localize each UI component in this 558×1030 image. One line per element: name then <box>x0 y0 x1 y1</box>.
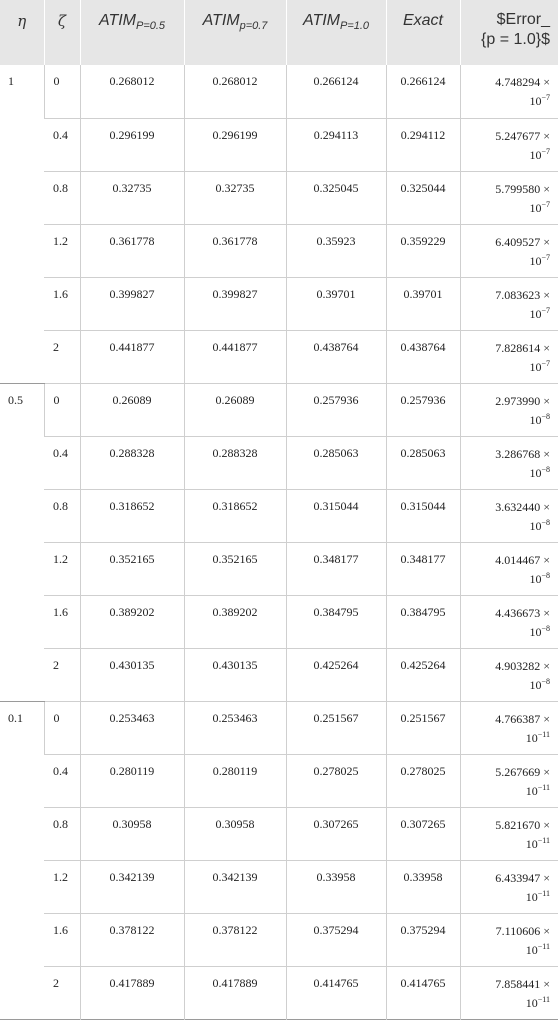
atim-05-cell: 0.296199 <box>80 118 184 171</box>
atim-05-cell: 0.441877 <box>80 330 184 383</box>
header-exact: Exact <box>386 0 460 65</box>
error-mantissa: 4.014467 × <box>495 552 550 567</box>
error-base: 10 <box>529 306 542 321</box>
zeta-cell: 2 <box>44 330 80 383</box>
error-exponent: −8 <box>541 676 550 686</box>
exact-cell: 0.348177 <box>386 542 460 595</box>
exact-cell: 0.425264 <box>386 648 460 701</box>
error-cell <box>460 913 558 966</box>
table-row <box>0 595 558 648</box>
error-mantissa: 4.436673 × <box>495 605 550 620</box>
atim-05-cell: 0.280119 <box>80 754 184 807</box>
error-cell <box>460 171 558 224</box>
atim-10-cell: 0.294113 <box>286 118 386 171</box>
exact-cell: 0.307265 <box>386 807 460 860</box>
atim-10-cell: 0.278025 <box>286 754 386 807</box>
atim-10-cell: 0.33958 <box>286 860 386 913</box>
error-cell <box>460 542 558 595</box>
atim-07-cell: 0.318652 <box>184 489 286 542</box>
error-cell <box>460 436 558 489</box>
error-exponent: −8 <box>541 464 550 474</box>
exact-cell: 0.39701 <box>386 277 460 330</box>
error-exponent: −11 <box>537 729 550 739</box>
error-cell <box>460 383 558 436</box>
error-base: 10 <box>525 995 538 1010</box>
table-row <box>0 330 558 383</box>
atim-05-cell: 0.342139 <box>80 860 184 913</box>
atim-05-cell: 0.288328 <box>80 436 184 489</box>
error-base: 10 <box>525 783 538 798</box>
zeta-cell: 0.4 <box>44 436 80 489</box>
atim-05-cell: 0.417889 <box>80 966 184 1019</box>
atim-10-cell: 0.384795 <box>286 595 386 648</box>
error-exponent: −11 <box>537 782 550 792</box>
error-base: 10 <box>529 518 542 533</box>
error-mantissa: 5.247677 × <box>495 128 550 143</box>
atim-10-cell: 0.251567 <box>286 701 386 754</box>
atim-07-cell: 0.417889 <box>184 966 286 1019</box>
atim-05-cell: 0.389202 <box>80 595 184 648</box>
zeta-cell: 1.6 <box>44 595 80 648</box>
atim-05-cell: 0.430135 <box>80 648 184 701</box>
error-exponent: −7 <box>541 199 550 209</box>
zeta-cell: 1.2 <box>44 860 80 913</box>
atim-07-cell: 0.296199 <box>184 118 286 171</box>
error-cell <box>460 807 558 860</box>
error-mantissa: 5.821670 × <box>495 817 550 832</box>
error-exponent: −7 <box>541 146 550 156</box>
error-mantissa: 7.828614 × <box>495 340 550 355</box>
zeta-cell: 0.4 <box>44 754 80 807</box>
table-row <box>0 489 558 542</box>
error-exponent: −8 <box>541 517 550 527</box>
table-row <box>0 277 558 330</box>
zeta-cell: 1.2 <box>44 542 80 595</box>
exact-cell: 0.266124 <box>386 65 460 118</box>
atim-07-cell: 0.280119 <box>184 754 286 807</box>
error-cell <box>460 860 558 913</box>
atim-10-cell: 0.375294 <box>286 913 386 966</box>
atim-05-cell: 0.268012 <box>80 65 184 118</box>
zeta-cell: 2 <box>44 966 80 1019</box>
error-mantissa: 7.858441 × <box>495 976 550 991</box>
atim-07-cell: 0.30958 <box>184 807 286 860</box>
error-mantissa: 3.286768 × <box>495 446 550 461</box>
zeta-cell: 1.2 <box>44 224 80 277</box>
exact-cell: 0.414765 <box>386 966 460 1019</box>
zeta-cell: 0.4 <box>44 118 80 171</box>
error-base: 10 <box>525 730 538 745</box>
error-base: 10 <box>525 942 538 957</box>
error-cell <box>460 65 558 118</box>
error-exponent: −8 <box>541 411 550 421</box>
atim-10-cell: 0.414765 <box>286 966 386 1019</box>
atim-07-cell: 0.352165 <box>184 542 286 595</box>
atim-07-cell: 0.399827 <box>184 277 286 330</box>
header-eta: η <box>17 12 27 30</box>
table-row <box>0 648 558 701</box>
table-row <box>0 860 558 913</box>
error-exponent: −11 <box>537 888 550 898</box>
header-atim-05: $ATIM_{P=0.5}$ <box>80 0 184 65</box>
exact-cell: 0.315044 <box>386 489 460 542</box>
exact-cell: 0.285063 <box>386 436 460 489</box>
error-cell <box>460 330 558 383</box>
atim-05-cell: 0.361778 <box>80 224 184 277</box>
error-exponent: −11 <box>537 994 550 1004</box>
error-cell <box>460 224 558 277</box>
error-base: 10 <box>529 412 542 427</box>
eta-cell: 0.1 <box>0 701 44 1019</box>
exact-cell: 0.325044 <box>386 171 460 224</box>
error-base: 10 <box>529 253 542 268</box>
atim-10-cell: 0.307265 <box>286 807 386 860</box>
error-mantissa: 4.903282 × <box>495 658 550 673</box>
error-base: 10 <box>529 571 542 586</box>
atim-07-cell: 0.288328 <box>184 436 286 489</box>
atim-10-cell: 0.315044 <box>286 489 386 542</box>
header-error: $Error_ {p = 1.0}$ <box>460 0 558 65</box>
atim-07-cell: 0.253463 <box>184 701 286 754</box>
error-exponent: −7 <box>541 93 550 102</box>
atim-07-cell: 0.361778 <box>184 224 286 277</box>
atim-07-cell: 0.389202 <box>184 595 286 648</box>
error-mantissa: 7.083623 × <box>495 287 550 302</box>
error-cell <box>460 648 558 701</box>
atim-10-cell: 0.257936 <box>286 383 386 436</box>
error-exponent: −8 <box>541 570 550 580</box>
zeta-cell: 0.8 <box>44 807 80 860</box>
header-atim-07: $ATIM_{p=0.7}$ <box>184 0 286 65</box>
table-row <box>0 118 558 171</box>
atim-07-cell: 0.268012 <box>184 65 286 118</box>
atim-05-cell: 0.318652 <box>80 489 184 542</box>
table-row <box>0 171 558 224</box>
zeta-cell: 0.8 <box>44 489 80 542</box>
table-row <box>0 701 558 754</box>
error-cell <box>460 966 558 1019</box>
error-mantissa: 4.766387 × <box>495 711 550 726</box>
atim-10-cell: 0.348177 <box>286 542 386 595</box>
zeta-cell: 0 <box>44 65 80 118</box>
eta-cell: 1 <box>8 74 14 88</box>
atim-05-cell: 0.378122 <box>80 913 184 966</box>
table-row <box>0 65 558 118</box>
exact-cell: 0.278025 <box>386 754 460 807</box>
error-base: 10 <box>529 624 542 639</box>
table-row <box>0 913 558 966</box>
exact-cell: 0.438764 <box>386 330 460 383</box>
atim-07-cell: 0.378122 <box>184 913 286 966</box>
atim-05-cell: 0.30958 <box>80 807 184 860</box>
error-mantissa: 6.409527 × <box>495 234 550 249</box>
atim-07-cell: 0.430135 <box>184 648 286 701</box>
table-row <box>0 807 558 860</box>
atim-07-cell: 0.32735 <box>184 171 286 224</box>
exact-cell: 0.384795 <box>386 595 460 648</box>
table-row <box>0 436 558 489</box>
atim-10-cell: 0.266124 <box>286 65 386 118</box>
atim-05-cell: 0.32735 <box>80 171 184 224</box>
error-mantissa: 6.433947 × <box>495 870 550 885</box>
error-mantissa: 2.973990 × <box>495 393 550 408</box>
error-mantissa: 4.748294 × <box>495 75 550 89</box>
atim-10-cell: 0.325045 <box>286 171 386 224</box>
header-row <box>0 0 558 65</box>
error-base: 10 <box>529 94 542 108</box>
atim-10-cell: 0.35923 <box>286 224 386 277</box>
table-row <box>0 754 558 807</box>
atim-07-cell: 0.441877 <box>184 330 286 383</box>
error-cell <box>460 489 558 542</box>
atim-10-cell: 0.425264 <box>286 648 386 701</box>
exact-cell: 0.375294 <box>386 913 460 966</box>
error-base: 10 <box>525 836 538 851</box>
table-header <box>0 0 558 65</box>
error-base: 10 <box>529 359 542 374</box>
header-zeta: ζ <box>44 0 80 65</box>
atim-05-cell: 0.399827 <box>80 277 184 330</box>
error-exponent: −7 <box>541 252 550 262</box>
error-exponent: −8 <box>541 623 550 633</box>
error-cell <box>460 277 558 330</box>
error-base: 10 <box>529 147 542 162</box>
error-mantissa: 5.799580 × <box>495 181 550 196</box>
error-mantissa: 3.632440 × <box>495 499 550 514</box>
error-exponent: −7 <box>541 305 550 315</box>
exact-cell: 0.33958 <box>386 860 460 913</box>
table-row <box>0 542 558 595</box>
atim-05-cell: 0.352165 <box>80 542 184 595</box>
exact-cell: 0.294112 <box>386 118 460 171</box>
zeta-cell: 0.8 <box>44 171 80 224</box>
exact-cell: 0.257936 <box>386 383 460 436</box>
zeta-cell: 2 <box>44 648 80 701</box>
table-row <box>0 383 558 436</box>
zeta-cell: 0 <box>44 701 80 754</box>
atim-07-cell: 0.26089 <box>184 383 286 436</box>
zeta-cell: 1.6 <box>44 277 80 330</box>
error-base: 10 <box>529 465 542 480</box>
error-mantissa: 5.267669 × <box>495 764 550 779</box>
error-cell <box>460 754 558 807</box>
header-atim-10: $ATIM_{P=1.0}$ <box>286 0 386 65</box>
error-exponent: −11 <box>537 941 550 951</box>
atim-10-cell: 0.438764 <box>286 330 386 383</box>
zeta-cell: 0 <box>44 383 80 436</box>
error-exponent: −7 <box>541 358 550 368</box>
eta-cell: 0.5 <box>0 383 44 701</box>
error-cell <box>460 118 558 171</box>
zeta-cell: 1.6 <box>44 913 80 966</box>
error-cell <box>460 595 558 648</box>
error-base: 10 <box>529 200 542 215</box>
error-exponent: −11 <box>537 835 550 845</box>
exact-cell: 0.359229 <box>386 224 460 277</box>
error-cell <box>460 701 558 754</box>
error-base: 10 <box>529 677 542 692</box>
error-base: 10 <box>525 889 538 904</box>
atim-10-cell: 0.285063 <box>286 436 386 489</box>
atim-10-cell: 0.39701 <box>286 277 386 330</box>
table-body <box>0 65 558 1019</box>
exact-cell: 0.251567 <box>386 701 460 754</box>
table-row <box>0 966 558 1019</box>
error-mantissa: 7.110606 × <box>495 923 550 938</box>
atim-05-cell: 0.26089 <box>80 383 184 436</box>
table-row <box>0 224 558 277</box>
atim-07-cell: 0.342139 <box>184 860 286 913</box>
atim-05-cell: 0.253463 <box>80 701 184 754</box>
